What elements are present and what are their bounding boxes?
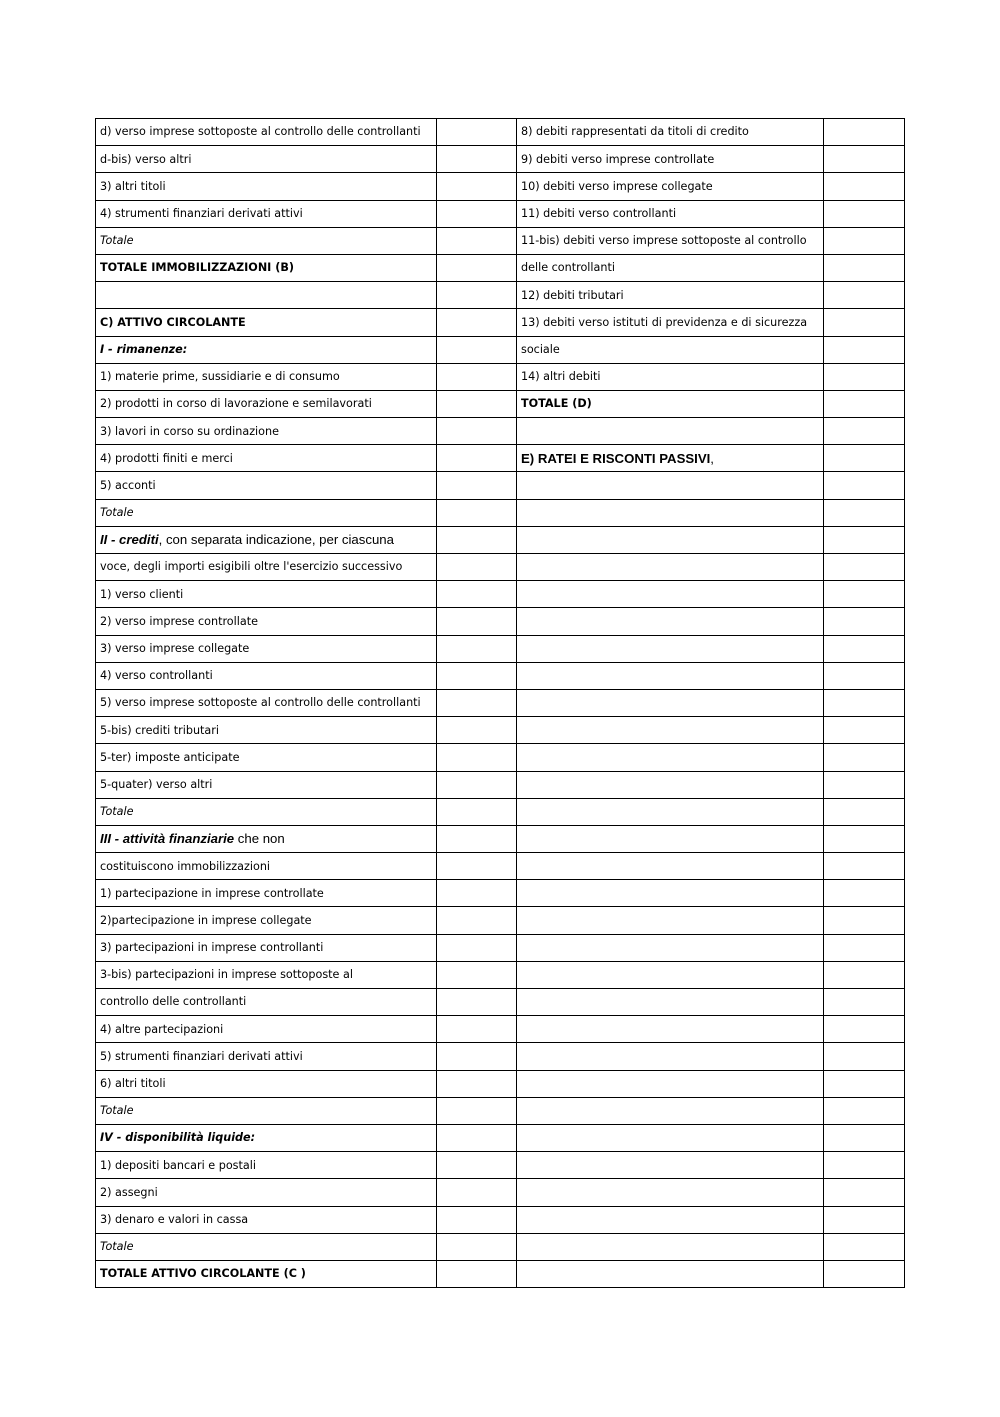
left-label [96,825,437,852]
left-value [437,146,517,173]
right-value [824,1124,905,1151]
table-row [96,907,905,934]
right-value [824,418,905,445]
left-label [96,526,437,553]
right-label [517,717,824,744]
left-value [437,880,517,907]
left-value [437,445,517,472]
left-value [437,1179,517,1206]
left-label: 4) prodotti finiti e merci [96,445,437,472]
left-label: 1) depositi bancari e postali [96,1152,437,1179]
table-row [96,989,905,1016]
left-label: C) ATTIVO CIRCOLANTE [96,309,437,336]
left-label: 1) verso clienti [96,581,437,608]
left-label: Totale [96,227,437,254]
section-heading-tail: , con separata indicazione, per ciascuna [158,532,394,548]
right-label [517,1206,824,1233]
table-row [96,744,905,771]
left-value [437,1260,517,1287]
left-value [437,1043,517,1070]
left-label: d-bis) verso altri [96,146,437,173]
left-label: 2)partecipazione in imprese collegate [96,907,437,934]
left-label: 5) strumenti finanziari derivati attivi [96,1043,437,1070]
table-row [96,336,905,363]
left-label [96,282,437,309]
left-value [437,282,517,309]
right-value [824,1097,905,1124]
left-label: 5-quater) verso altri [96,771,437,798]
right-value [824,254,905,281]
left-value [437,1152,517,1179]
right-label [517,608,824,635]
right-label [517,1097,824,1124]
right-label [517,1016,824,1043]
left-value [437,934,517,961]
left-value [437,989,517,1016]
left-value [437,608,517,635]
table-row [96,363,905,390]
table-row [96,309,905,336]
right-value [824,853,905,880]
table-row [96,1152,905,1179]
left-value [437,744,517,771]
left-value [437,771,517,798]
left-label: 5-ter) imposte anticipate [96,744,437,771]
balance-sheet [95,118,904,1288]
right-value [824,907,905,934]
left-label: IV - disponibilità liquide: [96,1124,437,1151]
left-value [437,254,517,281]
left-label: 5) acconti [96,472,437,499]
right-label [517,1124,824,1151]
right-label [517,689,824,716]
right-label [517,989,824,1016]
left-label: controllo delle controllanti [96,989,437,1016]
right-label [517,1233,824,1260]
right-label: 9) debiti verso imprese controllate [517,146,824,173]
left-label: Totale [96,499,437,526]
right-label [517,934,824,961]
table-row [96,1016,905,1043]
table-row [96,689,905,716]
right-value [824,934,905,961]
left-label: 3) verso imprese collegate [96,635,437,662]
left-value [437,717,517,744]
table-row [96,445,905,472]
right-value [824,880,905,907]
right-value [824,825,905,852]
table-row [96,200,905,227]
right-value [824,581,905,608]
left-value [437,1124,517,1151]
right-label [517,961,824,988]
right-value [824,798,905,825]
right-value [824,445,905,472]
right-label [517,825,824,852]
right-value [824,390,905,417]
table-row [96,934,905,961]
table-row [96,1124,905,1151]
right-value [824,961,905,988]
left-value [437,418,517,445]
right-label: sociale [517,336,824,363]
table-row [96,418,905,445]
right-value [824,662,905,689]
right-value [824,173,905,200]
right-value [824,1043,905,1070]
left-label: 4) strumenti finanziari derivati attivi [96,200,437,227]
left-value [437,825,517,852]
left-label: 5-bis) crediti tributari [96,717,437,744]
table-row [96,853,905,880]
left-label: 1) partecipazione in imprese controllate [96,880,437,907]
left-value [437,390,517,417]
right-value [824,526,905,553]
table-row [96,499,905,526]
left-label: costituiscono immobilizzazioni [96,853,437,880]
right-value [824,200,905,227]
left-value [437,1206,517,1233]
right-value [824,1260,905,1287]
table-row [96,1097,905,1124]
right-value [824,717,905,744]
right-label [517,581,824,608]
right-value [824,689,905,716]
right-value [824,336,905,363]
right-label: 10) debiti verso imprese collegate [517,173,824,200]
left-value [437,1097,517,1124]
table-row [96,227,905,254]
left-label: TOTALE ATTIVO CIRCOLANTE (C ) [96,1260,437,1287]
left-value [437,1233,517,1260]
table-row [96,526,905,553]
table-row [96,254,905,281]
table-row [96,608,905,635]
right-label [517,554,824,581]
left-label: 6) altri titoli [96,1070,437,1097]
right-label: 8) debiti rappresentati da titoli di credito [517,119,824,146]
right-value [824,635,905,662]
section-heading-tail: che non [234,831,285,847]
right-value [824,1070,905,1097]
left-label: Totale [96,1233,437,1260]
balance-sheet-table [95,118,905,1288]
table-row [96,798,905,825]
right-value [824,146,905,173]
right-value [824,744,905,771]
right-value [824,363,905,390]
table-row [96,717,905,744]
table-row [96,1206,905,1233]
section-heading: III - attività finanziarie [100,831,235,847]
left-value [437,1016,517,1043]
left-label: Totale [96,798,437,825]
right-label [517,472,824,499]
table-row [96,119,905,146]
right-value [824,227,905,254]
right-label [517,744,824,771]
right-value [824,608,905,635]
right-label [517,853,824,880]
left-value [437,961,517,988]
table-row [96,1070,905,1097]
table-row [96,173,905,200]
right-value [824,989,905,1016]
left-label: I - rimanenze: [96,336,437,363]
right-label [517,418,824,445]
left-value [437,1070,517,1097]
right-label: 14) altri debiti [517,363,824,390]
left-value [437,853,517,880]
left-label: 3) denaro e valori in cassa [96,1206,437,1233]
right-label [517,499,824,526]
right-value [824,1152,905,1179]
right-label [517,798,824,825]
left-value [437,499,517,526]
left-label: 4) altre partecipazioni [96,1016,437,1043]
left-label: 2) assegni [96,1179,437,1206]
left-label: voce, degli importi esigibili oltre l'esercizio successivo [96,554,437,581]
table-row [96,635,905,662]
right-value [824,1016,905,1043]
right-label: delle controllanti [517,254,824,281]
left-value [437,472,517,499]
right-label [517,445,824,472]
right-label [517,635,824,662]
left-value [437,227,517,254]
right-value [824,309,905,336]
left-label: Totale [96,1097,437,1124]
right-label [517,1152,824,1179]
right-label [517,907,824,934]
left-label: 2) prodotti in corso di lavorazione e semilavorati [96,390,437,417]
left-label: 3) lavori in corso su ordinazione [96,418,437,445]
right-label [517,1070,824,1097]
table-row [96,771,905,798]
right-label: 12) debiti tributari [517,282,824,309]
table-row [96,282,905,309]
left-value [437,363,517,390]
right-label [517,1260,824,1287]
right-value [824,499,905,526]
table-row [96,1233,905,1260]
right-value [824,282,905,309]
left-value [437,173,517,200]
right-label: 11-bis) debiti verso imprese sottoposte al controllo [517,227,824,254]
left-value [437,635,517,662]
left-value [437,907,517,934]
table-row [96,390,905,417]
left-value [437,554,517,581]
right-label [517,1043,824,1070]
right-label [517,771,824,798]
left-label: TOTALE IMMOBILIZZAZIONI (B) [96,254,437,281]
right-value [824,1206,905,1233]
right-label: 13) debiti verso istituti di previdenza e di sicurezza [517,309,824,336]
left-value [437,200,517,227]
left-value [437,119,517,146]
table-row [96,1179,905,1206]
left-label: 5) verso imprese sottoposte al controllo delle controllanti [96,689,437,716]
table-row [96,1260,905,1287]
left-label: 3) partecipazioni in imprese controllanti [96,934,437,961]
right-value [824,554,905,581]
right-value [824,472,905,499]
right-value [824,119,905,146]
right-value [824,1179,905,1206]
left-label: 2) verso imprese controllate [96,608,437,635]
table-row [96,1043,905,1070]
left-value [437,662,517,689]
right-label [517,880,824,907]
section-heading: E) RATEI E RISCONTI PASSIVI [521,450,711,466]
section-heading: II - crediti [100,532,159,548]
table-row [96,554,905,581]
right-label: 11) debiti verso controllanti [517,200,824,227]
table-row [96,961,905,988]
right-value [824,1233,905,1260]
right-label [517,662,824,689]
table-row [96,581,905,608]
left-value [437,581,517,608]
table-row [96,825,905,852]
right-value [824,771,905,798]
right-label [517,526,824,553]
left-value [437,309,517,336]
table-row [96,662,905,689]
left-value [437,526,517,553]
left-label: 3-bis) partecipazioni in imprese sottoposte al [96,961,437,988]
right-label [517,1179,824,1206]
left-value [437,336,517,363]
right-label: TOTALE (D) [517,390,824,417]
section-heading-tail: , [710,450,714,466]
left-value [437,798,517,825]
table-row [96,880,905,907]
left-value [437,689,517,716]
left-label: 4) verso controllanti [96,662,437,689]
table-row [96,146,905,173]
left-label: 3) altri titoli [96,173,437,200]
left-label: d) verso imprese sottoposte al controllo delle controllanti [96,119,437,146]
left-label: 1) materie prime, sussidiarie e di consumo [96,363,437,390]
table-row [96,472,905,499]
